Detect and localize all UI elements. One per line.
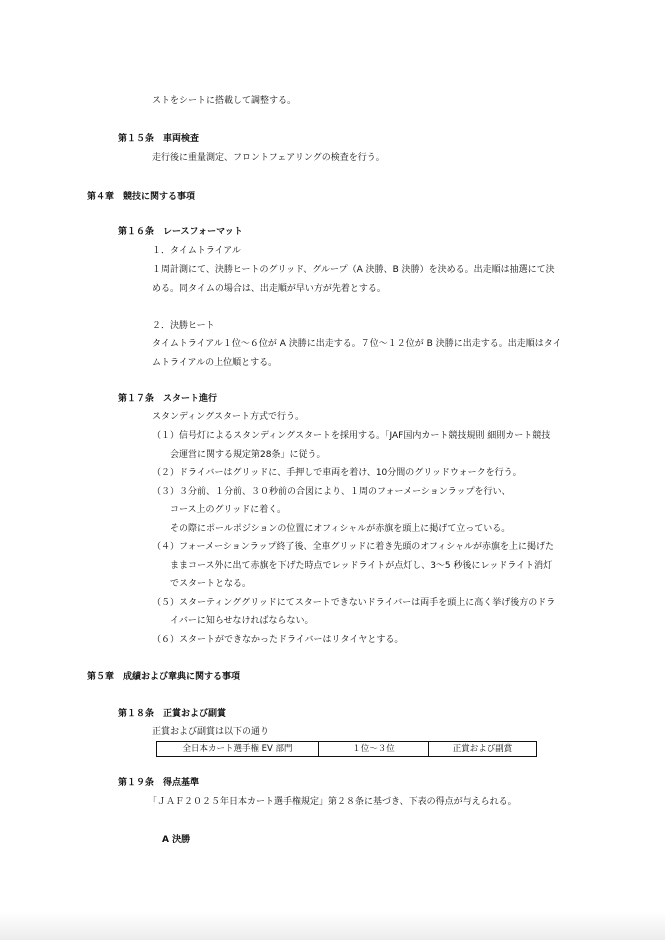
table-row (157, 742, 537, 757)
list-item: （４）フォーメーションラップ終了後、全車グリッドに着き先頭のオフィシャルが赤旗を上に掲げた (152, 542, 555, 552)
list-item-continuation: イバーに知らせなければならない。 (170, 616, 314, 626)
list-item: （３）３分前、１分前、３０秒前の合図により、１周のフォーメーションラップを行い、 (152, 487, 511, 497)
chapter-4-heading: 第４章 競技に関する事項 (87, 192, 196, 202)
text-line: 正賞および副賞は以下の通り (152, 727, 270, 737)
subheading-time-trial: １．タイムトライアル (152, 246, 241, 256)
text-line: ムトライアルの上位順とする。 (152, 358, 278, 368)
list-item-continuation: その際にポールポジションの位置にオフィシャルが赤旗を頭上に掲げて立っている。 (170, 524, 511, 534)
subheading-final-heat: ２．決勝ヒート (152, 321, 215, 331)
list-item-continuation: 会運営に関する規定第28条」に従う。 (170, 450, 326, 460)
list-item-continuation: コース上のグリッドに着く。 (170, 505, 287, 515)
article-17-heading: 第１７条 スタート進行 (118, 394, 218, 404)
list-item-continuation: ままコース外に出て赤旗を下げた時点でレッドライトが点灯し、3～5 秒後にレッドライト消灯 (170, 561, 553, 571)
article-16-heading: 第１６条 レースフォーマット (118, 227, 243, 237)
text-line: タイムトライアル１位～６位が A 決勝に出走する。７位～１２位が B 決勝に出走する。出走順はタイ (152, 339, 562, 349)
chapter-5-heading: 第５章 成績および章典に関する事項 (87, 672, 241, 682)
list-item: （６）スタートができなかったドライバーはリタイヤとする。 (152, 635, 404, 645)
text-line: ストをシートに搭載して調整する。 (152, 96, 297, 106)
list-item: （５）スターティンググリッドにてスタートできないドライバーは両手を頭上に高く挙げ後方のドラ (152, 598, 556, 608)
table-cell-rank: １位～３位 (319, 742, 429, 757)
list-item-continuation: でスタートとなる。 (170, 579, 252, 589)
text-line: １周計測にて、決勝ヒートのグリッド、グループ（A 決勝、B 決勝）を決める。出走順は抽選にて決 (152, 265, 555, 275)
list-item: （２）ドライバーはグリッドに、手押しで車両を着け、10分間のグリッドウォークを行う。 (152, 468, 522, 478)
text-line: 「ＪＡＦ２０２５年日本カート選手権規定」第２８条に基づき、下表の得点が与えられる。 (148, 797, 517, 807)
page-bottom-shadow (0, 912, 665, 940)
article-15-heading: 第１５条 車両検査 (118, 134, 200, 144)
article-19-heading: 第１９条 得点基準 (118, 778, 200, 788)
table-cell-award: 正賞および副賞 (429, 742, 537, 757)
article-18-heading: 第１８条 正賞および副賞 (118, 709, 227, 719)
table-cell-category: 全日本カート選手権 EV 部門 (157, 742, 319, 757)
award-table (156, 741, 537, 757)
subheading-a-final: A 決勝 (162, 835, 191, 845)
text-line: 走行後に重量測定、フロントフェアリングの検査を行う。 (152, 153, 385, 163)
list-item: （１）信号灯によるスタンディングスタートを採用する。「JAF国内カート競技規則 細則カート競技 (152, 431, 551, 441)
text-line: スタンディングスタート方式で行う。 (152, 412, 305, 422)
text-line: める。同タイムの場合は、出走順が早い方が先着とする。 (152, 284, 386, 294)
